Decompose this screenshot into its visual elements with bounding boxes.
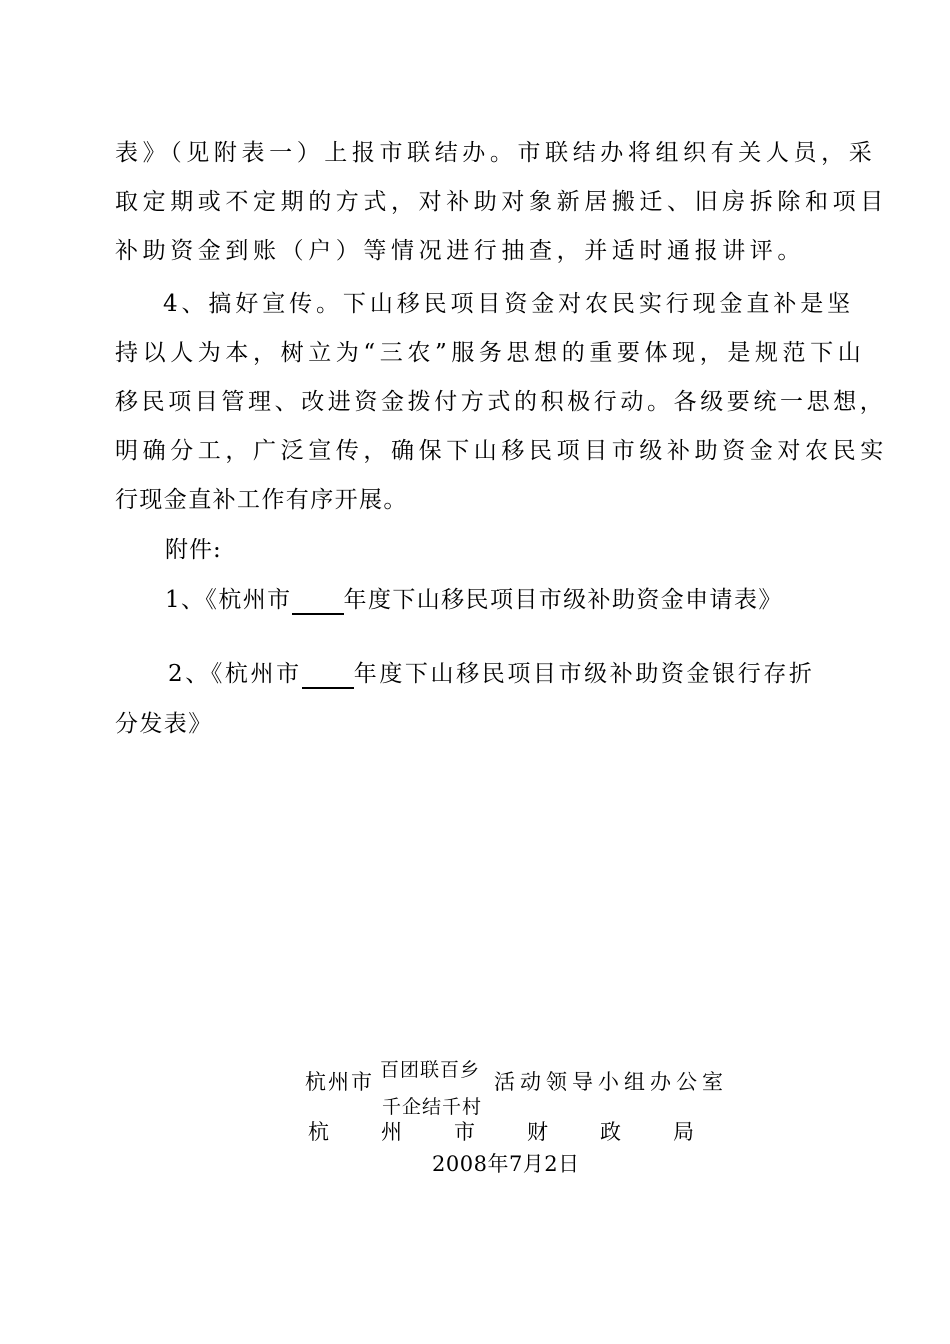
signature-org-1-stacked-top: 百团联百乡 bbox=[380, 1059, 481, 1081]
attachment-item-1-suffix: 年度下山移民项目市级补助资金申请表》 bbox=[343, 587, 783, 613]
paragraph-1-line-2: 取定期或不定期的方式，对补助对象新居搬迁、旧房拆除和项目 bbox=[115, 189, 888, 215]
attachment-item-1-blank bbox=[292, 589, 344, 615]
attachment-item-2-blank bbox=[302, 663, 354, 689]
signature-org-2-char-1: 杭 bbox=[308, 1120, 329, 1144]
attachment-item-2-suffix: 年度下山移民项目市级补助资金银行存折 bbox=[353, 661, 815, 687]
paragraph-2-line-3: 移民项目管理、改进资金拨付方式的积极行动。各级要统一思想， bbox=[115, 389, 887, 415]
paragraph-2-line-2: 持以人为本，树立为“三农”服务思想的重要体现，是规范下山 bbox=[115, 340, 866, 366]
signature-org-1-prefix: 杭州市 bbox=[305, 1070, 374, 1094]
attachments-heading: 附件: bbox=[165, 537, 222, 563]
attachment-item-2-line-2: 分发表》 bbox=[115, 711, 213, 737]
attachment-item-1 bbox=[165, 585, 783, 615]
signature-org-2-char-5: 政 bbox=[600, 1120, 621, 1144]
attachment-item-2-prefix: 2、《杭州市 bbox=[168, 661, 302, 687]
signature-org-1-suffix: 活动领导小组办公室 bbox=[494, 1070, 728, 1094]
signature-org-2-char-2: 州 bbox=[381, 1120, 402, 1144]
attachment-item-1-prefix: 1、《杭州市 bbox=[165, 587, 292, 613]
paragraph-2-line-5: 行现金直补工作有序开展。 bbox=[115, 487, 408, 513]
signature-org-1-stacked-bottom: 千企结千村 bbox=[382, 1096, 483, 1118]
paragraph-2-line-4: 明确分工，广泛宣传，确保下山移民项目市级补助资金对农民实 bbox=[115, 438, 888, 464]
signature-org-2-char-3: 市 bbox=[454, 1120, 475, 1144]
paragraph-2-line-1: 4、搞好宣传。下山移民项目资金对农民实行现金直补是坚 bbox=[163, 291, 855, 317]
paragraph-1-line-1-text: 表》（见附表一）上报市联结办。市联结办将组织有关人员，采 bbox=[115, 140, 877, 166]
signature-org-2 bbox=[308, 1119, 694, 1145]
attachment-item-2 bbox=[168, 659, 815, 689]
signature-org-2-char-6: 局 bbox=[673, 1120, 694, 1144]
signature-org-2-char-4: 财 bbox=[527, 1120, 548, 1144]
paragraph-1-line-1 bbox=[115, 138, 877, 168]
signature-date: 2008年7月2日 bbox=[432, 1152, 580, 1176]
paragraph-1-line-3: 补助资金到账（户）等情况进行抽查，并适时通报讲评。 bbox=[115, 238, 805, 264]
